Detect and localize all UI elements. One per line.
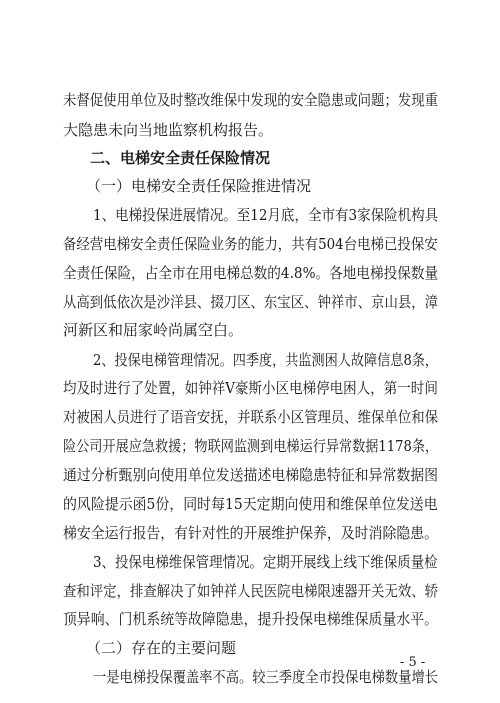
line-text: 未督促使用单位及时整改维保中发现的安全隐患或问题；发现重 [63, 91, 439, 109]
line-text: 全责任保险，占全市在用电梯总数的4.8%。各地电梯投保数量 [63, 264, 439, 282]
line-text: 查和评定，排查解决了如钟祥人民医院电梯限速器开关无效、轿 [63, 582, 439, 600]
line-text: 一是电梯投保覆盖率不高。较三季度全市投保电梯数量增长 [93, 668, 439, 686]
subsection-heading-text: （二）存在的主要问题 [86, 639, 237, 657]
line-text: 大隐患未向当地监察机构报告。 [63, 121, 274, 139]
line-text: 险公司开展应急救援；物联网监测到电梯运行异常数据1178条， [63, 437, 439, 455]
line-text: 通过分析甄别向使用单位发送描述电梯隐患特征和异常数据图 [63, 466, 439, 484]
subsection-heading-text: （一）电梯安全责任保险推进情况 [86, 177, 312, 195]
line-text: 梯安全运行报告，有针对性的开展维护保养，及时消除隐患。 [63, 524, 439, 542]
page-number: - 5 - [400, 655, 426, 670]
section-heading-text: 二、电梯安全责任保险情况 [90, 149, 271, 167]
line-text: 河新区和屈家岭尚属空白。 [63, 321, 244, 339]
line-text: 3、投保电梯维保管理情况。定期开展线上线下维保质量检 [93, 553, 438, 571]
line-text: 的风险提示函5份，同时每15天定期向使用和维保单位发送电 [63, 495, 438, 513]
line-text: 均及时进行了处置，如钟祥V豪斯小区电梯停电困人，第一时间 [63, 379, 438, 397]
line-text: 1、电梯投保进展情况。至12月底，全市有3家保险机构具 [93, 206, 439, 224]
line-text: 从高到低依次是沙洋县、掇刀区、东宝区、钟祥市、京山县，漳 [63, 293, 439, 311]
line-text: 顶异响、门机系统等故障隐患，提升投保电梯维保质量水平。 [63, 610, 439, 628]
line-text: 2、投保电梯管理情况。四季度，共监测困人故障信息8条， [93, 351, 439, 369]
line-text: 对被困人员进行了语音安抚，并联系小区管理员、维保单位和保 [63, 408, 439, 426]
line-text: 备经营电梯安全责任保险业务的能力，共有504台电梯已投保安 [63, 235, 438, 253]
